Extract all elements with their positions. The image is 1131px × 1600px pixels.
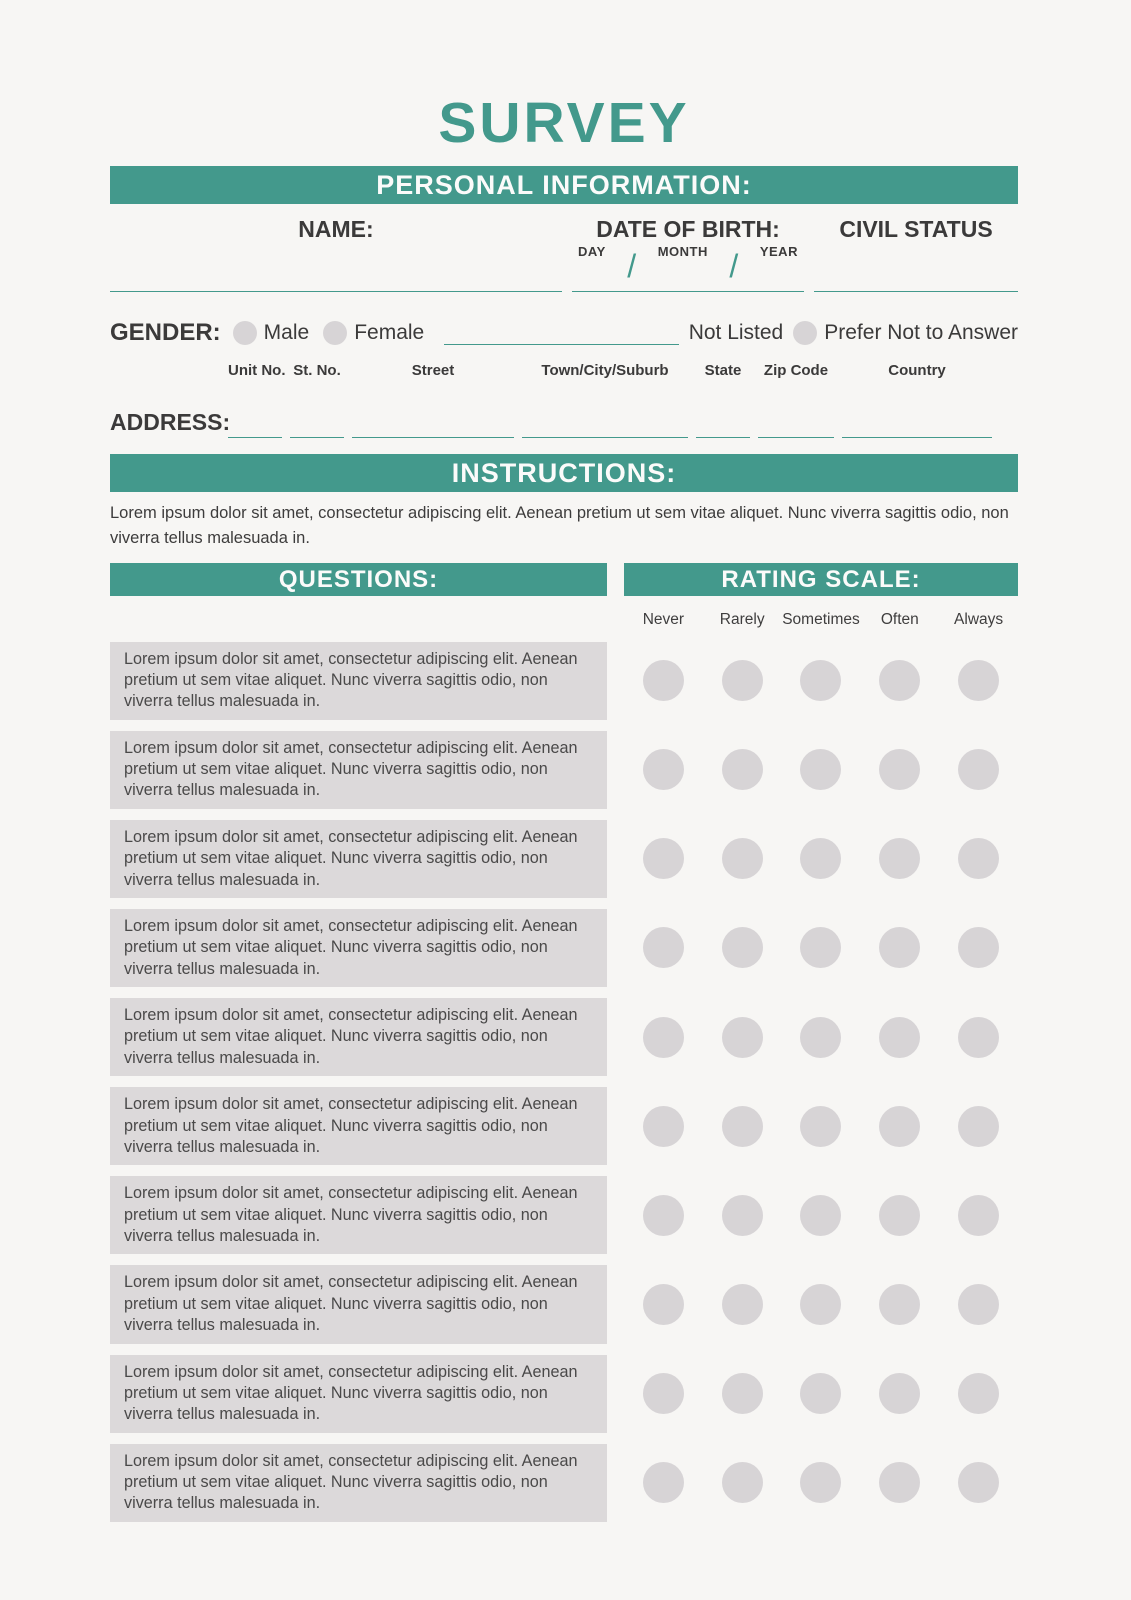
rating-cell-often (860, 749, 939, 790)
rating-circle-never[interactable] (643, 660, 684, 701)
rating-cell-always (939, 1106, 1018, 1147)
gender-prefer-not-radio[interactable] (793, 321, 817, 345)
rating-cell-rarely (703, 1462, 782, 1503)
rating-label-often: Often (880, 610, 919, 628)
rating-cell-sometimes (782, 1462, 861, 1503)
rating-cell-never (624, 1462, 703, 1503)
rating-circle-never[interactable] (643, 1462, 684, 1503)
rating-circle-never[interactable] (643, 1373, 684, 1414)
rating-cell-sometimes (782, 1373, 861, 1414)
rating-cell-always (939, 927, 1018, 968)
rating-cell-never (624, 749, 703, 790)
rating-cell-rarely (703, 660, 782, 701)
rating-circle-sometimes[interactable] (800, 838, 841, 879)
rating-circle-sometimes[interactable] (800, 1017, 841, 1058)
rating-cell-always (939, 1284, 1018, 1325)
rating-labels-row (624, 607, 1018, 633)
rating-circle-rarely[interactable] (722, 838, 763, 879)
address-country-field (842, 362, 992, 438)
address-street-label: Street (411, 362, 455, 379)
rating-cell-always (939, 1017, 1018, 1058)
rating-cell-often (860, 1106, 939, 1147)
rating-cell-rarely (703, 1373, 782, 1414)
rating-circles-row (624, 1355, 1018, 1433)
rating-cell-often (860, 1195, 939, 1236)
rating-circle-often[interactable] (879, 749, 920, 790)
address-zip-field (758, 362, 834, 438)
rating-label-sometimes: Sometimes (782, 610, 860, 628)
address-town-label: Town/City/Suburb (541, 362, 669, 379)
rating-circle-rarely[interactable] (722, 1373, 763, 1414)
rating-circle-often[interactable] (879, 1017, 920, 1058)
personal-fields-row (110, 208, 1018, 292)
rating-circle-often[interactable] (879, 1195, 920, 1236)
rating-circle-always[interactable] (958, 1017, 999, 1058)
civil-status-label: CIVIL STATUS (839, 216, 993, 242)
civil-status-field (814, 208, 1018, 292)
address-state-line[interactable] (696, 437, 750, 438)
date-of-birth-field (572, 208, 804, 292)
question-text: Lorem ipsum dolor sit amet, consectetur adipiscing elit. Aenean pretium ut sem vitae aliquet. Nunc viverra sagittis odio, non viverra tellus malesuada in. (124, 827, 578, 889)
rating-cell-rarely (703, 1284, 782, 1325)
question-text: Lorem ipsum dolor sit amet, consectetur adipiscing elit. Aenean pretium ut sem vitae aliquet. Nunc viverra sagittis odio, non viverra tellus malesuada in. (124, 1273, 578, 1335)
question-text: Lorem ipsum dolor sit amet, consectetur adipiscing elit. Aenean pretium ut sem vitae aliquet. Nunc viverra sagittis odio, non viverra tellus malesuada in. (124, 916, 578, 978)
address-zip-line[interactable] (758, 437, 834, 438)
question-item (110, 731, 607, 809)
rating-cell-never (624, 927, 703, 968)
rating-cell-often (860, 660, 939, 701)
rating-cell-never (624, 1284, 703, 1325)
address-street-field (352, 362, 514, 438)
gender-not-listed-label: Not Listed (688, 321, 784, 344)
rating-cell-never (624, 1373, 703, 1414)
rating-circle-rarely[interactable] (722, 927, 763, 968)
rating-circle-sometimes[interactable] (800, 1462, 841, 1503)
rating-circle-always[interactable] (958, 1106, 999, 1147)
rating-cell-sometimes (782, 1195, 861, 1236)
name-field (110, 208, 562, 292)
rating-circle-always[interactable] (958, 927, 999, 968)
rating-circle-always[interactable] (958, 1195, 999, 1236)
dob-year-label: YEAR (759, 244, 798, 259)
rating-circle-often[interactable] (879, 660, 920, 701)
rating-circle-never[interactable] (643, 1106, 684, 1147)
address-row (110, 362, 1018, 438)
instructions-header: INSTRUCTIONS: (110, 454, 1018, 492)
dob-month-label: MONTH (657, 244, 708, 259)
address-unit-field (228, 362, 286, 438)
address-unit-line[interactable] (228, 437, 282, 438)
dob-input-line[interactable] (572, 291, 804, 292)
rating-cell-rarely (703, 927, 782, 968)
name-input-line[interactable] (110, 291, 562, 292)
question-text: Lorem ipsum dolor sit amet, consectetur adipiscing elit. Aenean pretium ut sem vitae aliquet. Nunc viverra sagittis odio, non viverra tellus malesuada in. (124, 1362, 578, 1424)
rating-circle-always[interactable] (958, 838, 999, 879)
rating-cell-never (624, 660, 703, 701)
rating-circle-sometimes[interactable] (800, 1373, 841, 1414)
question-item (110, 998, 607, 1076)
rating-circle-often[interactable] (879, 1373, 920, 1414)
question-text: Lorem ipsum dolor sit amet, consectetur adipiscing elit. Aenean pretium ut sem vitae aliquet. Nunc viverra sagittis odio, non viverra tellus malesuada in. (124, 1006, 578, 1067)
rating-circle-never[interactable] (643, 927, 684, 968)
rating-cell-sometimes (782, 927, 861, 968)
rating-cell-never (624, 838, 703, 879)
rating-cell-rarely (703, 1106, 782, 1147)
question-item (110, 642, 607, 720)
gender-female-radio[interactable] (323, 321, 347, 345)
rating-cell-sometimes (782, 838, 861, 879)
rating-circles-row (624, 998, 1018, 1076)
rating-cell-sometimes (782, 1284, 861, 1325)
rating-circles-row (624, 909, 1018, 987)
rating-cell-always (939, 838, 1018, 879)
question-item (110, 909, 607, 987)
question-text: Lorem ipsum dolor sit amet, consectetur adipiscing elit. Aenean pretium ut sem vitae aliquet. Nunc viverra sagittis odio, non viverra tellus malesuada in. (124, 1451, 578, 1513)
question-item (110, 820, 607, 898)
dob-slash-separator: / (729, 248, 739, 284)
gender-male-label: Male (263, 321, 310, 344)
rating-circle-always[interactable] (958, 660, 999, 701)
gender-male-radio[interactable] (233, 321, 257, 345)
rating-cell-always (939, 749, 1018, 790)
rating-cell-sometimes (782, 1017, 861, 1058)
gender-row (110, 318, 1018, 348)
rating-cell-rarely (703, 749, 782, 790)
rating-circles-row (624, 642, 1018, 720)
rating-cell-rarely (703, 1195, 782, 1236)
question-text: Lorem ipsum dolor sit amet, consectetur adipiscing elit. Aenean pretium ut sem vitae aliquet. Nunc viverra sagittis odio, non viverra tellus malesuada in. (124, 1095, 578, 1156)
address-zip-label: Zip Code (763, 362, 829, 379)
address-country-line[interactable] (842, 437, 992, 438)
rating-cell-often (860, 1284, 939, 1325)
rating-circle-always[interactable] (958, 749, 999, 790)
rating-label-rarely: Rarely (719, 610, 765, 628)
rating-circle-sometimes[interactable] (800, 749, 841, 790)
address-country-label: Country (888, 362, 946, 379)
rating-cell-sometimes (782, 749, 861, 790)
rating-cell-often (860, 1462, 939, 1503)
civil-status-input-line[interactable] (814, 291, 1018, 292)
rating-cell-often (860, 1373, 939, 1414)
gender-female-label: Female (354, 321, 425, 344)
rating-cell-always (939, 660, 1018, 701)
dob-parts-row (572, 244, 804, 284)
rating-cell-always (939, 1462, 1018, 1503)
rating-circle-sometimes[interactable] (800, 660, 841, 701)
address-town-line[interactable] (522, 437, 688, 438)
rating-circle-always[interactable] (958, 1373, 999, 1414)
rating-cell-always (939, 1195, 1018, 1236)
rating-cell-sometimes (782, 660, 861, 701)
question-item (110, 1087, 607, 1165)
rating-cell-always (939, 1373, 1018, 1414)
rating-cell-often (860, 838, 939, 879)
rating-circle-often[interactable] (879, 1284, 920, 1325)
address-stno-label: St. No. (293, 362, 341, 379)
date-of-birth-label: DATE OF BIRTH: (596, 216, 780, 242)
address-state-field (696, 362, 750, 438)
rating-circles-row (624, 1444, 1018, 1522)
rating-cell-never (624, 1017, 703, 1058)
rating-label-never: Never (642, 610, 685, 628)
rating-circle-rarely[interactable] (722, 1106, 763, 1147)
rating-circle-rarely[interactable] (722, 1195, 763, 1236)
rating-circle-rarely[interactable] (722, 660, 763, 701)
rating-cell-often (860, 1017, 939, 1058)
address-town-field (522, 362, 688, 438)
question-text: Lorem ipsum dolor sit amet, consectetur adipiscing elit. Aenean pretium ut sem vitae aliquet. Nunc viverra sagittis odio, non viverra tellus malesuada in. (124, 649, 578, 711)
rating-circles-row (624, 820, 1018, 898)
rating-circles-row (624, 731, 1018, 809)
rating-cell-never (624, 1195, 703, 1236)
page-title: SURVEY (438, 91, 690, 155)
rating-cell-sometimes (782, 1106, 861, 1147)
rating-cell-often (860, 927, 939, 968)
rating-circle-sometimes[interactable] (800, 1106, 841, 1147)
rating-circle-sometimes[interactable] (800, 927, 841, 968)
instructions-text: Lorem ipsum dolor sit amet, consectetur adipiscing elit. Aenean pretium ut sem vitae aliquet. Nunc viverra sagittis odio, non viverra tellus malesuada in. (110, 504, 1009, 547)
address-stno-field (290, 362, 344, 438)
rating-circles-row (624, 1176, 1018, 1254)
rating-circle-sometimes[interactable] (800, 1195, 841, 1236)
rating-circle-never[interactable] (643, 838, 684, 879)
rating-cell-rarely (703, 1017, 782, 1058)
rating-circle-rarely[interactable] (722, 1017, 763, 1058)
rating-circles-row (624, 1087, 1018, 1165)
rating-circle-always[interactable] (958, 1284, 999, 1325)
gender-writein-line[interactable] (444, 344, 678, 345)
rating-cell-rarely (703, 838, 782, 879)
rating-circle-sometimes[interactable] (800, 1284, 841, 1325)
rating-circle-never[interactable] (643, 749, 684, 790)
rating-circle-rarely[interactable] (722, 749, 763, 790)
questions-grid (110, 563, 1018, 1522)
rating-label-always: Always (954, 610, 1004, 628)
question-item (110, 1444, 607, 1522)
name-label: NAME: (298, 216, 374, 242)
rating-cell-never (624, 1106, 703, 1147)
rating-circle-always[interactable] (958, 1462, 999, 1503)
rating-circle-rarely[interactable] (722, 1462, 763, 1503)
rating-labels-spacer (110, 607, 607, 631)
rating-circle-never[interactable] (643, 1017, 684, 1058)
rating-circle-never[interactable] (643, 1284, 684, 1325)
address-stno-line[interactable] (290, 437, 344, 438)
question-item (110, 1176, 607, 1254)
gender-label: GENDER: (110, 319, 221, 346)
dob-slash-separator: / (627, 248, 637, 284)
rating-circles-row (624, 1265, 1018, 1343)
address-street-line[interactable] (352, 437, 514, 438)
rating-circle-rarely[interactable] (722, 1284, 763, 1325)
address-label: ADDRESS: (110, 409, 231, 435)
personal-information-header: PERSONAL INFORMATION: (110, 166, 1018, 204)
address-unit-label: Unit No. (228, 362, 286, 379)
question-item (110, 1265, 607, 1343)
rating-scale-header: RATING SCALE: (624, 563, 1018, 596)
rating-circle-never[interactable] (643, 1195, 684, 1236)
rating-circle-often[interactable] (879, 1106, 920, 1147)
gender-prefer-not-label: Prefer Not to Answer (824, 321, 1018, 344)
questions-header: QUESTIONS: (110, 563, 607, 596)
rating-circle-often[interactable] (879, 1462, 920, 1503)
question-text: Lorem ipsum dolor sit amet, consectetur adipiscing elit. Aenean pretium ut sem vitae aliquet. Nunc viverra sagittis odio, non viverra tellus malesuada in. (124, 738, 578, 800)
question-item (110, 1355, 607, 1433)
question-text: Lorem ipsum dolor sit amet, consectetur adipiscing elit. Aenean pretium ut sem vitae aliquet. Nunc viverra sagittis odio, non viverra tellus malesuada in. (124, 1184, 578, 1245)
rating-circle-often[interactable] (879, 838, 920, 879)
dob-day-label: DAY (578, 244, 606, 259)
rating-circle-often[interactable] (879, 927, 920, 968)
address-state-label: State (704, 362, 742, 379)
